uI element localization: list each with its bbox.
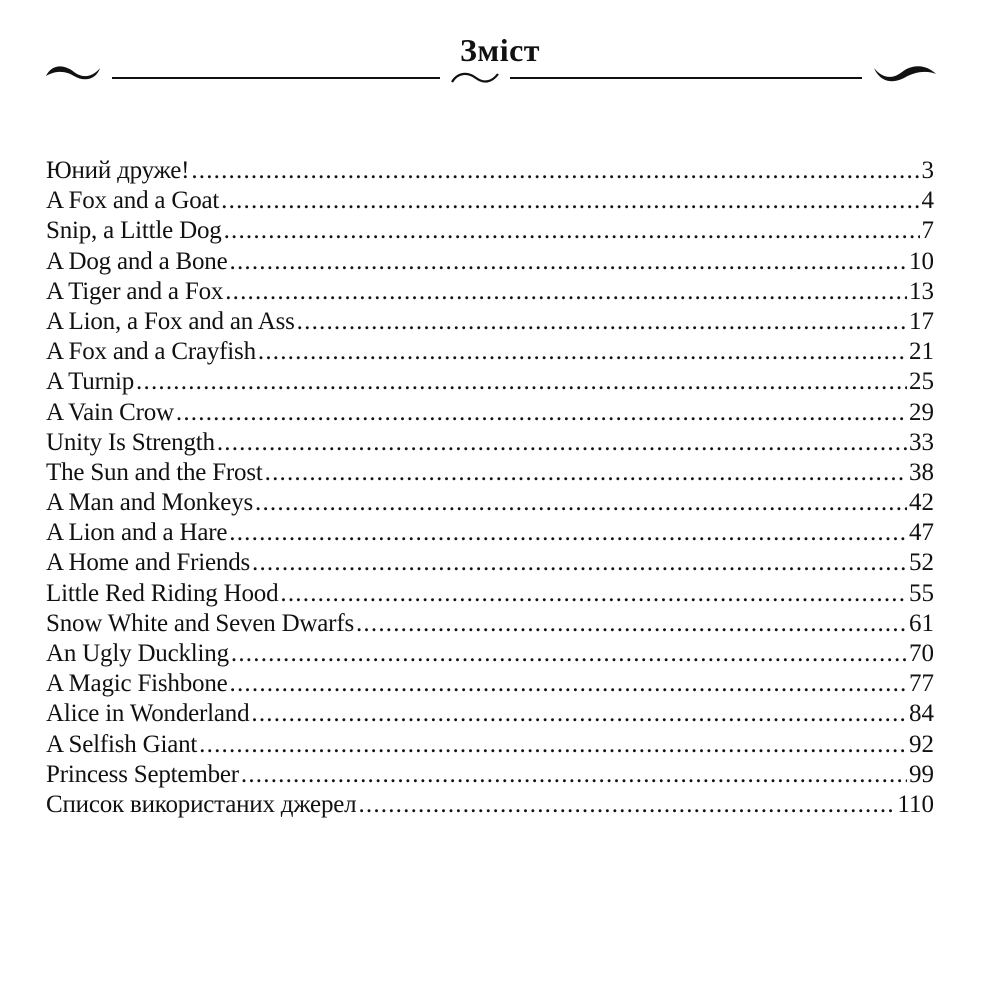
dot-leader	[241, 760, 907, 790]
toc-entry[interactable]	[46, 156, 934, 186]
toc-entry-title: A Fox and a Crayfish	[46, 338, 256, 366]
dot-leader	[217, 428, 907, 458]
toc-entry[interactable]	[46, 277, 934, 307]
dot-leader	[229, 518, 907, 548]
toc-entry-title: A Lion and a Hare	[46, 519, 228, 547]
dot-leader	[258, 337, 907, 367]
dot-leader	[356, 609, 907, 639]
dot-leader	[251, 699, 907, 729]
toc-entry-title: A Dog and a Bone	[46, 247, 228, 275]
toc-entry[interactable]	[46, 367, 934, 397]
dot-leader	[221, 186, 919, 216]
toc-entry-title: A Turnip	[46, 368, 135, 396]
dot-leader	[255, 488, 907, 518]
toc-entry-page: 4	[921, 187, 934, 215]
toc-entry-page: 7	[921, 217, 934, 245]
dot-leader	[199, 730, 907, 760]
dot-leader	[176, 398, 907, 428]
toc-entry[interactable]	[46, 669, 934, 699]
center-wave-icon	[452, 74, 498, 82]
toc-entry-title: Snip, a Little Dog	[46, 217, 222, 245]
toc-entry[interactable]	[46, 609, 934, 639]
toc-entry[interactable]	[46, 579, 934, 609]
toc-entry-title: Юний друже!	[46, 157, 190, 184]
toc-entry-title: Список використаних джерел	[46, 790, 357, 818]
toc-entry-title: A Vain Crow	[46, 398, 174, 426]
toc-entry-title: Snow White and Seven Dwarfs	[46, 609, 354, 637]
dot-leader	[265, 458, 907, 488]
toc-entry[interactable]	[46, 488, 934, 518]
toc-entry-title: Princess September	[46, 760, 239, 788]
toc-entry-page: 10	[909, 247, 934, 275]
toc-entry[interactable]	[46, 428, 934, 458]
toc-entry-page: 13	[909, 277, 934, 305]
toc-entry-page: 77	[909, 670, 934, 698]
dot-leader	[225, 277, 907, 307]
toc-entry-title: A Fox and a Goat	[46, 187, 220, 215]
toc-entry-title: An Ugly Duckling	[46, 640, 229, 667]
toc-entry-page: 38	[909, 458, 934, 486]
toc-entry-page: 84	[909, 700, 934, 728]
toc-entry-page: 47	[909, 519, 934, 547]
toc-entry-page: 29	[909, 398, 934, 426]
toc-entry-title: A Home and Friends	[46, 549, 251, 577]
toc-entry-page: 21	[909, 338, 934, 366]
dot-leader	[280, 579, 907, 609]
toc-entry-title: A Tiger and a Fox	[46, 277, 224, 305]
toc-entry[interactable]	[46, 760, 934, 790]
toc-entry-title: The Sun and the Frost	[46, 458, 263, 486]
toc-entry-page: 17	[909, 307, 934, 335]
toc-entry-page: 3	[921, 157, 934, 184]
toc-entry-page: 25	[909, 368, 934, 396]
toc-entry-title: Little Red Riding Hood	[46, 579, 279, 607]
dot-leader	[191, 156, 919, 186]
toc-entry[interactable]	[46, 790, 934, 820]
toc-entry-title: A Magic Fishbone	[46, 670, 228, 698]
toc-entry-page: 42	[909, 489, 934, 517]
table-of-contents	[46, 156, 934, 820]
toc-entry-title: A Selfish Giant	[46, 730, 198, 758]
toc-entry-title: Unity Is Strength	[46, 428, 215, 456]
toc-entry[interactable]	[46, 518, 934, 548]
page-title: Зміст	[460, 32, 540, 68]
toc-entry[interactable]	[46, 216, 934, 246]
dot-leader	[136, 367, 907, 397]
toc-entry-page: 92	[909, 730, 934, 758]
toc-entry-title: Alice in Wonderland	[46, 700, 250, 728]
dot-leader	[224, 216, 920, 246]
toc-entry-title: A Man and Monkeys	[46, 489, 254, 517]
toc-entry[interactable]	[46, 639, 934, 669]
dot-leader	[231, 639, 907, 669]
dot-leader	[297, 307, 907, 337]
toc-entry[interactable]	[46, 337, 934, 367]
toc-entry-page: 61	[909, 609, 934, 637]
toc-entry-page: 110	[897, 790, 934, 818]
contents-header	[40, 28, 960, 98]
toc-entry[interactable]	[46, 398, 934, 428]
toc-entry[interactable]	[46, 548, 934, 578]
toc-entry-page: 99	[909, 760, 934, 788]
toc-entry[interactable]	[46, 730, 934, 760]
toc-entry-page: 33	[909, 428, 934, 456]
toc-entry[interactable]	[46, 458, 934, 488]
toc-entry-title: A Lion, a Fox and an Ass	[46, 307, 295, 335]
toc-entry[interactable]	[46, 699, 934, 729]
toc-entry-page: 70	[909, 640, 934, 667]
toc-entry-page: 52	[909, 549, 934, 577]
dot-leader	[230, 247, 908, 277]
toc-entry[interactable]	[46, 186, 934, 216]
dot-leader	[252, 548, 907, 578]
toc-entry[interactable]	[46, 247, 934, 277]
dot-leader	[230, 669, 907, 699]
toc-entry-page: 55	[909, 579, 934, 607]
dot-leader	[358, 790, 895, 820]
toc-entry[interactable]	[46, 307, 934, 337]
